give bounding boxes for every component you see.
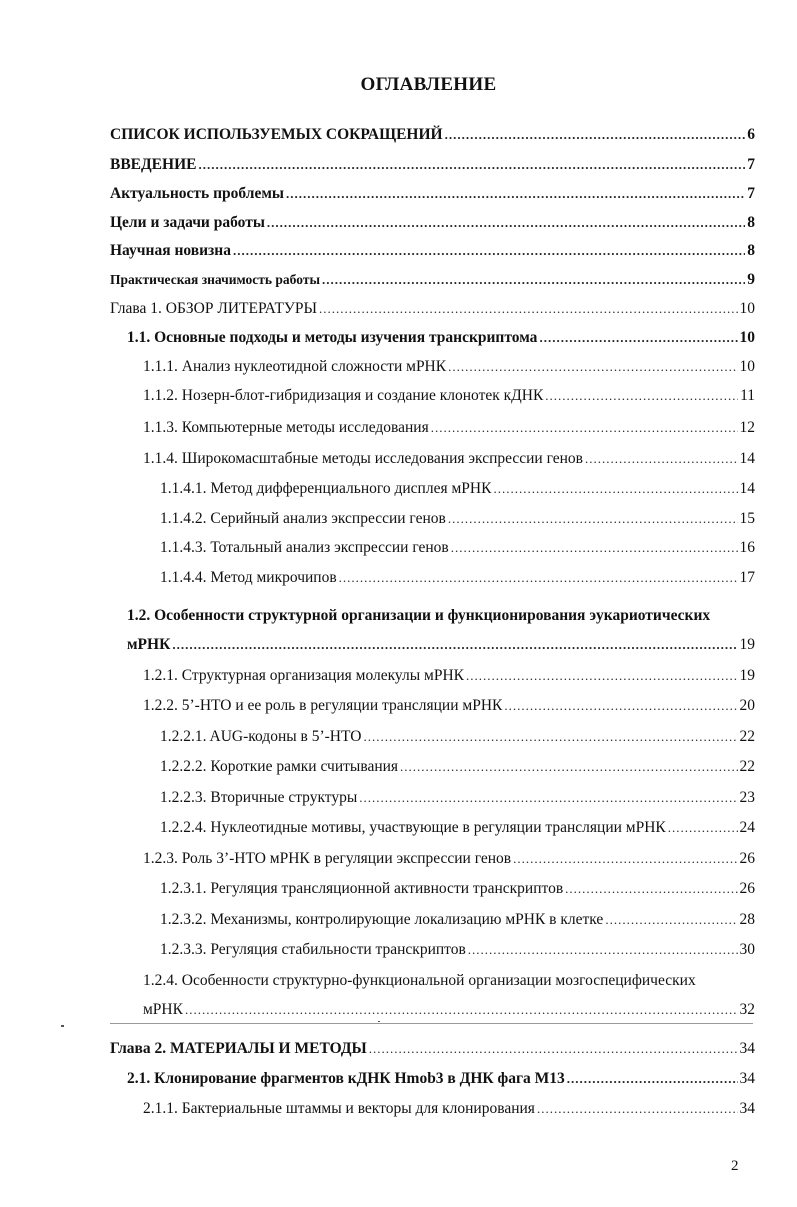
toc-entry-page: 22 — [739, 728, 755, 745]
dot-leader — [233, 240, 745, 262]
toc-entry[interactable] — [143, 385, 755, 407]
toc-entry-title: 1.1.4.4. Метод микрочипов — [160, 569, 337, 586]
toc-entry[interactable] — [160, 726, 755, 748]
toc-entry-title: 1.1. Основные подходы и методы изучения транскриптома — [127, 329, 538, 346]
toc-entry-page: 9 — [747, 271, 755, 288]
toc-entry[interactable] — [143, 848, 755, 870]
dot-leader — [400, 756, 737, 778]
dot-leader — [567, 1068, 738, 1090]
toc-entry-title: Цели и задачи работы — [110, 214, 265, 231]
toc-entry[interactable] — [160, 909, 755, 931]
page-title: ОГЛАВЛЕНИЕ — [360, 74, 497, 95]
page-number: 2 — [731, 1158, 739, 1174]
dot-leader — [451, 537, 738, 559]
toc-entry-page: 34 — [739, 1070, 755, 1087]
toc-entry-title: мРНК — [143, 1001, 183, 1018]
toc-entry[interactable] — [143, 448, 755, 470]
dot-leader — [585, 448, 737, 470]
dot-leader — [513, 848, 737, 870]
dot-leader — [319, 298, 737, 320]
toc-entry[interactable] — [143, 417, 755, 439]
toc-entry-page: 17 — [739, 569, 755, 586]
toc-entry[interactable] — [160, 478, 755, 500]
toc-entry[interactable] — [143, 999, 755, 1021]
divider-line — [110, 1023, 753, 1024]
toc-entry-page: 10 — [739, 329, 755, 346]
toc-entry-page: 28 — [739, 911, 755, 928]
toc-entry-page: 19 — [739, 667, 755, 684]
toc-entry-title: 1.1.2. Нозерн-блот-гибридизация и создание клонотек кДНК — [143, 387, 544, 404]
toc-entry[interactable] — [110, 124, 755, 146]
toc-entry-page: 8 — [747, 214, 755, 231]
toc-entry[interactable] — [127, 327, 755, 349]
toc-entry-title: 1.2.3.1. Регуляция трансляционной активности транскриптов — [160, 880, 564, 897]
toc-entry-page: 10 — [739, 358, 755, 375]
toc-entry-title: 1.1.1. Анализ нуклеотидной сложности мРНК — [143, 358, 447, 375]
toc-entry[interactable] — [160, 939, 755, 961]
toc-entry-page: 26 — [739, 850, 755, 867]
dot-leader — [363, 726, 737, 748]
toc-entry-title: 1.2.2.4. Нуклеотидные мотивы, участвующие в регуляции трансляции мРНК — [160, 819, 666, 836]
dot-leader — [468, 939, 738, 961]
toc-entry-title: 1.1.4.2. Серийный анализ экспрессии генов — [160, 510, 446, 527]
toc-entry[interactable] — [160, 787, 755, 809]
dot-leader — [198, 154, 745, 176]
dot-leader — [537, 1098, 738, 1120]
toc-entry-page: 32 — [739, 1001, 755, 1018]
dot-leader — [448, 356, 737, 378]
toc-entry-title: 2.1. Клонирование фрагментов кДНК Hmob3 в ДНК фага М13 — [127, 1070, 565, 1087]
toc-entry[interactable] — [110, 212, 755, 234]
toc-entry-page: 30 — [739, 941, 755, 958]
scan-speck — [378, 1021, 380, 1022]
toc-entry[interactable] — [160, 537, 755, 559]
toc-entry[interactable] — [160, 878, 755, 900]
toc-entry-page: 6 — [747, 126, 755, 143]
toc-entry-page: 10 — [739, 300, 755, 317]
dot-leader — [565, 878, 737, 900]
toc-entry-title: 1.2.1. Структурная организация молекулы мРНК — [143, 667, 464, 684]
dot-leader — [466, 665, 738, 687]
toc-entry-title: 1.2.3.2. Механизмы, контролирующие локализацию мРНК в клетке — [160, 911, 604, 928]
dot-leader — [369, 1038, 738, 1060]
dot-leader — [172, 634, 737, 656]
toc-entry-page: 11 — [740, 387, 755, 404]
toc-entry-page: 14 — [739, 480, 755, 497]
toc-entry-page: 19 — [739, 636, 755, 653]
toc-entry-line1[interactable]: 1.2.4. Особенности структурно-функциональной организации мозгоспецифических — [143, 972, 696, 989]
toc-entry-title: 1.1.3. Компьютерные методы исследования — [143, 419, 429, 436]
dot-leader — [339, 567, 738, 589]
toc-entry[interactable] — [143, 695, 755, 717]
toc-entry-title: 1.2.2. 5’-НТО и ее роль в регуляции трансляции мРНК — [143, 697, 503, 714]
toc-entry[interactable] — [143, 356, 755, 378]
toc-entry-page: 8 — [747, 242, 755, 259]
dot-leader — [448, 508, 738, 530]
toc-entry-title: мРНК — [127, 636, 171, 653]
toc-entry-line1[interactable]: 1.2. Особенности структурной организации и функционирования эукариотических — [127, 607, 711, 624]
toc-entry[interactable] — [127, 1068, 755, 1090]
toc-entry[interactable] — [160, 508, 755, 530]
toc-entry-page: 14 — [739, 450, 755, 467]
toc-entry-title: 1.2.3. Роль 3’-НТО мРНК в регуляции экспрессии генов — [143, 850, 512, 867]
toc-entry-page: 12 — [739, 419, 755, 436]
toc-entry[interactable] — [160, 756, 755, 778]
dot-leader — [322, 269, 745, 291]
dot-leader — [185, 999, 738, 1021]
toc-entry-title: 1.2.2.3. Вторичные структуры — [160, 789, 358, 806]
dot-leader — [286, 183, 745, 205]
toc-entry-page: 23 — [739, 789, 755, 806]
toc-entry-title: 1.1.4. Широкомасштабные методы исследования экспрессии генов — [143, 450, 584, 467]
toc-entry-page: 22 — [739, 758, 755, 775]
toc-entry-title: Актуальность проблемы — [110, 185, 285, 202]
dot-leader — [493, 478, 737, 500]
toc-entry-title: 1.1.4.1. Метод дифференциального дисплея мРНК — [160, 480, 492, 497]
toc-entry-page: 7 — [747, 156, 755, 173]
toc-entry[interactable] — [110, 298, 755, 320]
toc-entry-title: 2.1.1. Бактериальные штаммы и векторы для клонирования — [143, 1100, 535, 1117]
dot-leader — [539, 327, 737, 349]
toc-entry-title: ВВЕДЕНИЕ — [110, 156, 197, 173]
toc-entry-title: Практическая значимость работы — [110, 272, 320, 287]
toc-entry[interactable] — [110, 183, 755, 205]
toc-entry[interactable] — [143, 665, 755, 687]
toc-entry[interactable] — [110, 269, 755, 291]
toc-entry[interactable] — [110, 154, 755, 176]
toc-entry-title: 1.2.2.2. Короткие рамки считывания — [160, 758, 399, 775]
toc-entry-title: 1.1.4.3. Тотальный анализ экспрессии генов — [160, 539, 449, 556]
dot-leader — [545, 385, 738, 407]
toc-entry[interactable] — [160, 567, 755, 589]
dot-leader — [504, 695, 737, 717]
dot-leader — [445, 124, 746, 146]
scan-speck — [61, 1025, 64, 1027]
toc-entry-title: Научная новизна — [110, 242, 231, 259]
toc-entry-page: 15 — [739, 510, 755, 527]
toc-entry[interactable] — [143, 1098, 755, 1120]
dot-leader — [431, 417, 738, 439]
toc-entry-page: 20 — [739, 697, 755, 714]
toc-entry-title: Глава 1. ОБЗОР ЛИТЕРАТУРЫ — [110, 300, 318, 317]
toc-entry-page: 7 — [747, 185, 755, 202]
toc-entry[interactable] — [110, 1038, 755, 1060]
toc-entry-page: 34 — [739, 1100, 755, 1117]
toc-entry-title: 1.2.2.1. AUG-кодоны в 5’-НТО — [160, 728, 362, 745]
dot-leader — [359, 787, 737, 809]
dot-leader — [668, 817, 738, 839]
toc-entry-page: 26 — [739, 880, 755, 897]
dot-leader — [605, 909, 737, 931]
toc-entry-title: СПИСОК ИСПОЛЬЗУЕМЫХ СОКРАЩЕНИЙ — [110, 126, 443, 143]
toc-entry-title: Глава 2. МАТЕРИАЛЫ И МЕТОДЫ — [110, 1040, 367, 1057]
dot-leader — [267, 212, 745, 234]
toc-entry-page: 24 — [739, 819, 755, 836]
toc-entry-title: 1.2.3.3. Регуляция стабильности транскриптов — [160, 941, 466, 958]
toc-entry-page: 34 — [739, 1040, 755, 1057]
toc-entry[interactable] — [127, 634, 755, 656]
toc-entry-page: 16 — [739, 539, 755, 556]
toc-entry[interactable] — [160, 817, 755, 839]
toc-entry[interactable] — [110, 240, 755, 262]
